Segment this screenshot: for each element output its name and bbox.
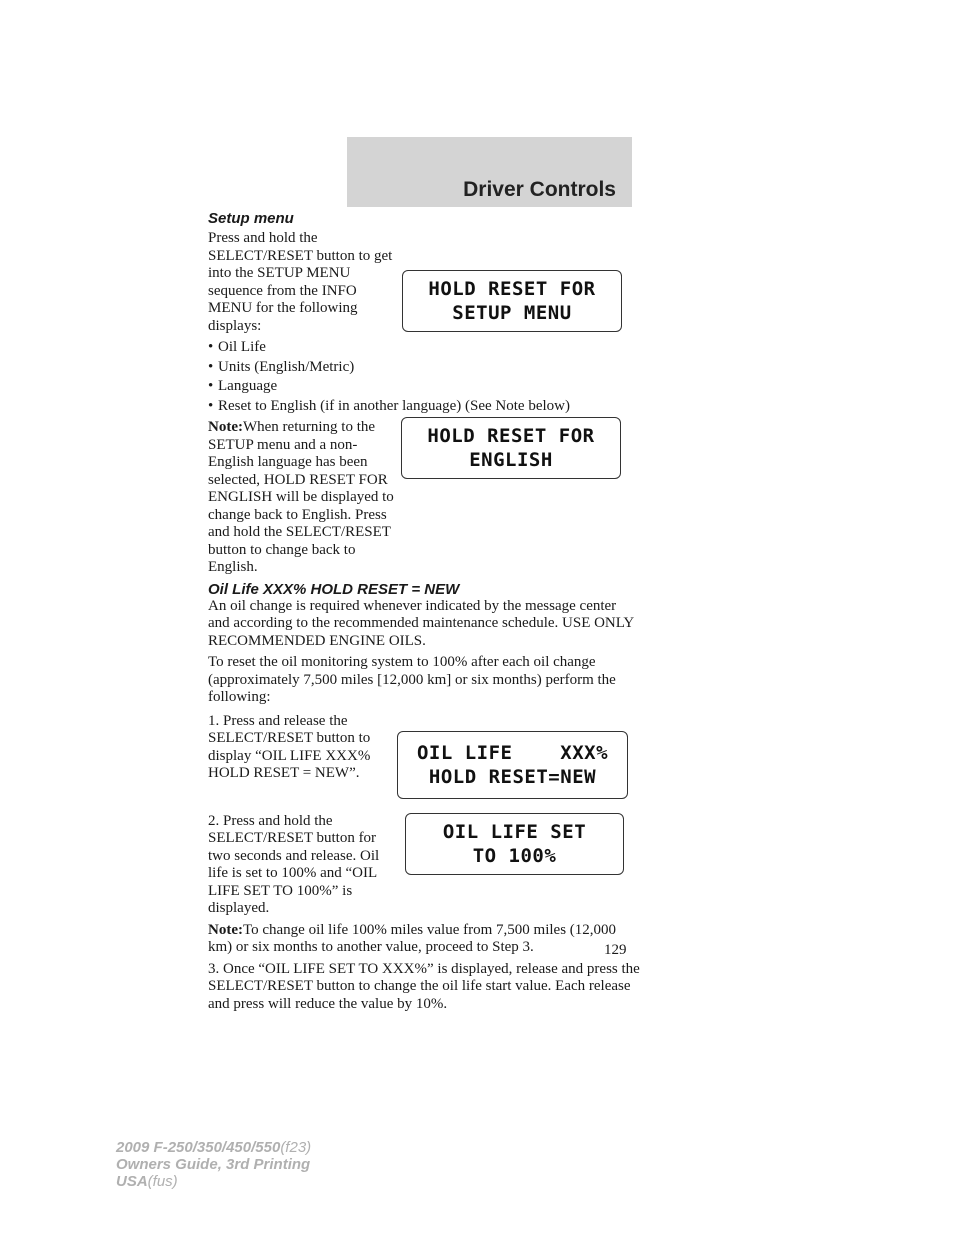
- footer-line-1: [116, 1139, 311, 1156]
- oil-note: [208, 922, 640, 957]
- step-2-block: [208, 813, 640, 922]
- list-item: • Reset to English (if in another language) (See Note below): [208, 398, 640, 416]
- page-content: [208, 210, 640, 1017]
- setup-intro-text: Press and hold the SELECT/RESET button to get into the SETUP MENU sequence from the INFO MENU for the following displays:: [208, 230, 393, 334]
- lcd-line-2: HOLD RESET=NEW: [428, 765, 597, 788]
- footer-region-code: (fus): [147, 1173, 178, 1190]
- step-1-text: 1. Press and release the SELECT/RESET button to display “OIL LIFE XXX% HOLD RESET = NEW”.: [208, 712, 371, 781]
- list-item: • Language: [208, 378, 640, 396]
- lcd-oil-life-hold-reset: [397, 731, 628, 799]
- list-item: • Units (English/Metric): [208, 359, 640, 377]
- setup-menu-heading: Setup menu: [208, 210, 294, 227]
- lcd-line-2: ENGLISH: [469, 449, 553, 471]
- setup-intro-block: [208, 230, 640, 339]
- footer-guide: Owners Guide, 3rd Printing: [116, 1156, 311, 1173]
- footer-region: USA: [116, 1173, 148, 1190]
- footer: [116, 1139, 311, 1190]
- setup-note-block: [208, 419, 640, 581]
- footer-model-code: (f23): [280, 1139, 312, 1156]
- note-label: Note:: [208, 921, 243, 938]
- step-1-block: [208, 713, 640, 799]
- footer-model: 2009 F-250/350/450/550: [116, 1139, 281, 1156]
- lcd-line-1: HOLD RESET FOR: [428, 278, 596, 300]
- step-2-text: 2. Press and hold the SELECT/RESET button for two seconds and release. Oil life is set to 100% and “OIL LIFE SET TO 100%” is displayed.: [208, 812, 380, 916]
- lcd-line-1: OIL LIFE SET: [442, 820, 587, 843]
- lcd-hold-reset-setup-menu: [402, 270, 622, 332]
- oil-para-1: An oil change is required whenever indicated by the message center and according to the recommended maintenance schedule. USE ONLY RECOMMENDED ENGINE OILS.: [208, 597, 634, 649]
- setup-display-list: [208, 339, 640, 415]
- lcd-line-1: OIL LIFE XXX%: [416, 741, 609, 764]
- oil-para-2: To reset the oil monitoring system to 100% after each oil change (approximately 7,500 miles [12,000 km] or six months) perform the following:: [208, 654, 616, 705]
- note-label: Note:: [208, 419, 243, 435]
- list-item: • Oil Life: [208, 339, 640, 357]
- lcd-line-1: HOLD RESET FOR: [427, 425, 595, 447]
- footer-line-3: [116, 1173, 311, 1190]
- section-title: Driver Controls: [463, 178, 616, 201]
- setup-note: [208, 419, 398, 577]
- note-text: To change oil life 100% miles value from 7,500 miles (12,000 km) or six months to another value, proceed to Step 3.: [208, 921, 617, 955]
- page-number: 129: [604, 942, 627, 958]
- note-text: When returning to the SETUP menu and a non-English language has been selected, HOLD RESET FOR ENGLISH will be displayed to change back to English. Press and hold the SELECT/RESET button to change back to English.: [208, 419, 394, 575]
- step-3-text: 3. Once “OIL LIFE SET TO XXX%” is displayed, release and press the SELECT/RESET button to change the oil life start value. Each release and press will reduce the value by 10%.: [208, 960, 640, 1012]
- section-header-band: [347, 137, 632, 207]
- lcd-line-2: TO 100%: [472, 844, 557, 867]
- lcd-oil-life-set: [405, 813, 624, 875]
- oil-life-heading: Oil Life XXX% HOLD RESET = NEW: [208, 580, 460, 598]
- lcd-line-2: SETUP MENU: [452, 302, 572, 324]
- lcd-hold-reset-english: [401, 417, 621, 479]
